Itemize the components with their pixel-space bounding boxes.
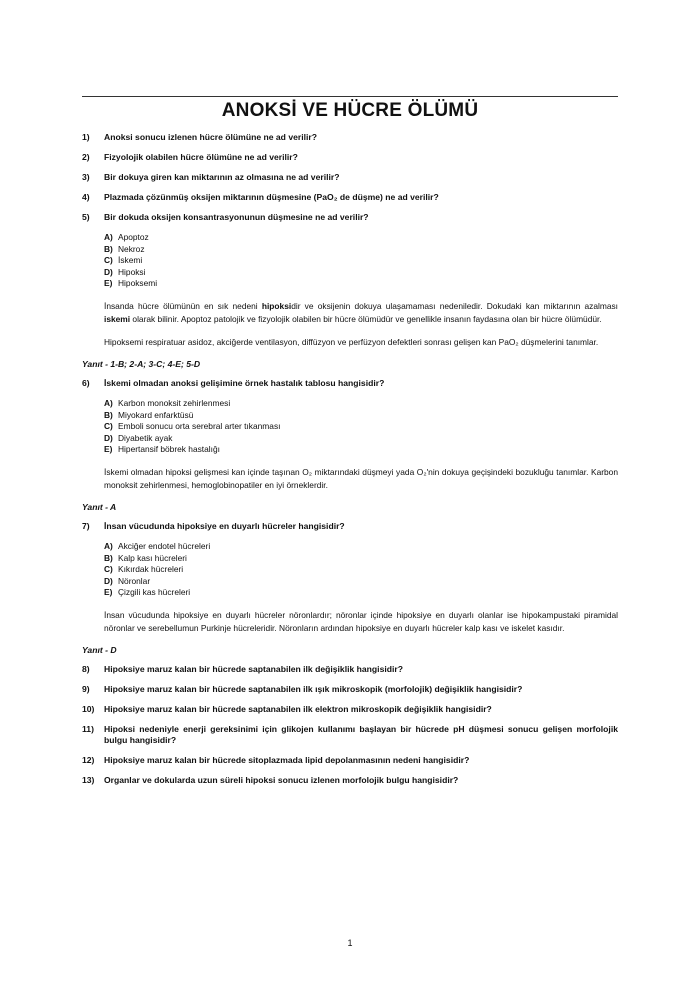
answer-key-6: Yanıt - A xyxy=(82,501,117,512)
question-3: 3) Bir dokuya giren kan miktarının az olmasına ne ad verilir? xyxy=(82,172,340,182)
document-page xyxy=(82,96,618,795)
option-a: A) Akciğer endotel hücreleri xyxy=(104,540,211,551)
question-block-1-5 xyxy=(82,132,618,369)
question-5: 5) Bir dokuda oksijen konsantrasyonunun düşmesine ne ad verilir? xyxy=(82,212,369,222)
title-top-rule xyxy=(82,96,618,97)
option-e: E) Hipertansif böbrek hastalığı xyxy=(104,444,220,455)
option-b: B) Nekroz xyxy=(104,243,145,254)
page-title: ANOKSİ VE HÜCRE ÖLÜMÜ xyxy=(221,100,479,121)
option-d: D) Diyabetik ayak xyxy=(104,432,173,443)
explanation-paragraph-2: Hipoksemi respiratuar asidoz, akciğerde ventilasyon, diffüzyon ve perfüzyon defektleri sonrası gelişen kan PaO₂ düşmelerini tanımlar. xyxy=(104,336,599,347)
explanation-paragraph-7: İnsan vücudunda hipoksiye en duyarlı hücreler nöronlardır; nöronlar içinde hipoksiye en duyarlı olanlar ise hipokampustaki piramidal nöronlar ve serebellumun Purkinje hücreleridir. Nöronların ardından hipoksiye en duyarlı hücreler kalp kası ve iskelet kasıdır. xyxy=(104,609,618,633)
question-2: 2) Fizyolojik olabilen hücre ölümüne ne ad verilir? xyxy=(82,152,298,162)
question-4: 4) Plazmada çözünmüş oksijen miktarının düşmesine (PaO₂ de düşme) ne ad verilir? xyxy=(82,192,439,202)
question-block-7 xyxy=(82,521,618,655)
explanation-paragraph-1: İnsanda hücre ölümünün en sık nedeni hipoksidir ve oksijenin dokuya ulaşamaması nedeniledir. Dokudaki kan miktarının azalması iskemi olarak bilinir. Apoptoz patolojik ve fizyolojik olabilen bir hücre ölümüdür ve genellikle insanın faydasına olan bir hücre ölümüdür. xyxy=(104,300,618,324)
option-a: A) Karbon monoksit zehirlenmesi xyxy=(104,397,231,408)
page-number: 1 xyxy=(347,938,353,948)
option-a: A) Apoptoz xyxy=(104,232,149,242)
option-b: B) Miyokard enfarktüsü xyxy=(104,409,194,420)
question-6: 6) İskemi olmadan anoksi gelişimine örnek hastalık tablosu hangisidir? xyxy=(82,377,385,388)
options-list-6 xyxy=(104,398,618,456)
question-9: 9) Hipoksiye maruz kalan bir hücrede saptanabilen ilk ışık mikroskopik (morfolojik) değişiklik hangisidir? xyxy=(82,683,523,694)
answer-key-1-5: Yanıt - 1-B; 2-A; 3-C; 4-E; 5-D xyxy=(82,358,201,369)
option-e: E) Hipoksemi xyxy=(104,278,158,289)
question-7: 7) İnsan vücudunda hipoksiye en duyarlı hücreler hangisidir? xyxy=(82,520,345,531)
answer-key-7: Yanıt - D xyxy=(82,644,117,655)
question-8: 8) Hipoksiye maruz kalan bir hücrede saptanabilen ilk değişiklik hangisidir? xyxy=(82,663,403,674)
option-d: D) Hipoksi xyxy=(104,266,146,277)
option-b: B) Kalp kası hücreleri xyxy=(104,552,187,563)
question-1: 1) Anoksi sonucu izlenen hücre ölümüne ne ad verilir? xyxy=(82,132,317,142)
option-e: E) Çizgili kas hücreleri xyxy=(104,587,191,598)
question-block-6 xyxy=(82,378,618,512)
option-c: C) Kıkırdak hücreleri xyxy=(104,564,184,575)
explanation-paragraph-6: İskemi olmadan hipoksi gelişmesi kan içinde taşınan O₂ miktarındaki düşmeyi yada O₂'nin dokuya geçişindeki bozukluğu tanımlar. Karbon monoksit zehirlenmesi, hemoglobinopatiler en iyi örneklerdir. xyxy=(104,466,618,490)
options-list-7 xyxy=(104,541,618,599)
options-list-1-5 xyxy=(104,232,618,290)
question-10: 10) Hipoksiye maruz kalan bir hücrede saptanabilen ilk elektron mikroskopik değişiklik hangisidir? xyxy=(82,703,492,714)
question-13: 13) Organlar ve dokularda uzun süreli hipoksi sonucu izlenen morfolojik bulgu hangisidir? xyxy=(82,774,459,785)
question-11: 11) Hipoksi nedeniyle enerji gereksinimi için glikojen kullanımı başlayan bir hücrede pH düşmesi sonucu gelişen morfolojik bulgu hangisidir? xyxy=(82,723,618,745)
option-c: C) Emboli sonucu orta serebral arter tıkanması xyxy=(104,421,281,432)
question-block-8-13 xyxy=(82,664,618,786)
option-c: C) İskemi xyxy=(104,255,143,266)
option-d: D) Nöronlar xyxy=(104,575,151,586)
question-12: 12) Hipoksiye maruz kalan bir hücrede sitoplazmada lipid depolanmasının nedeni hangisidir? xyxy=(82,754,470,765)
